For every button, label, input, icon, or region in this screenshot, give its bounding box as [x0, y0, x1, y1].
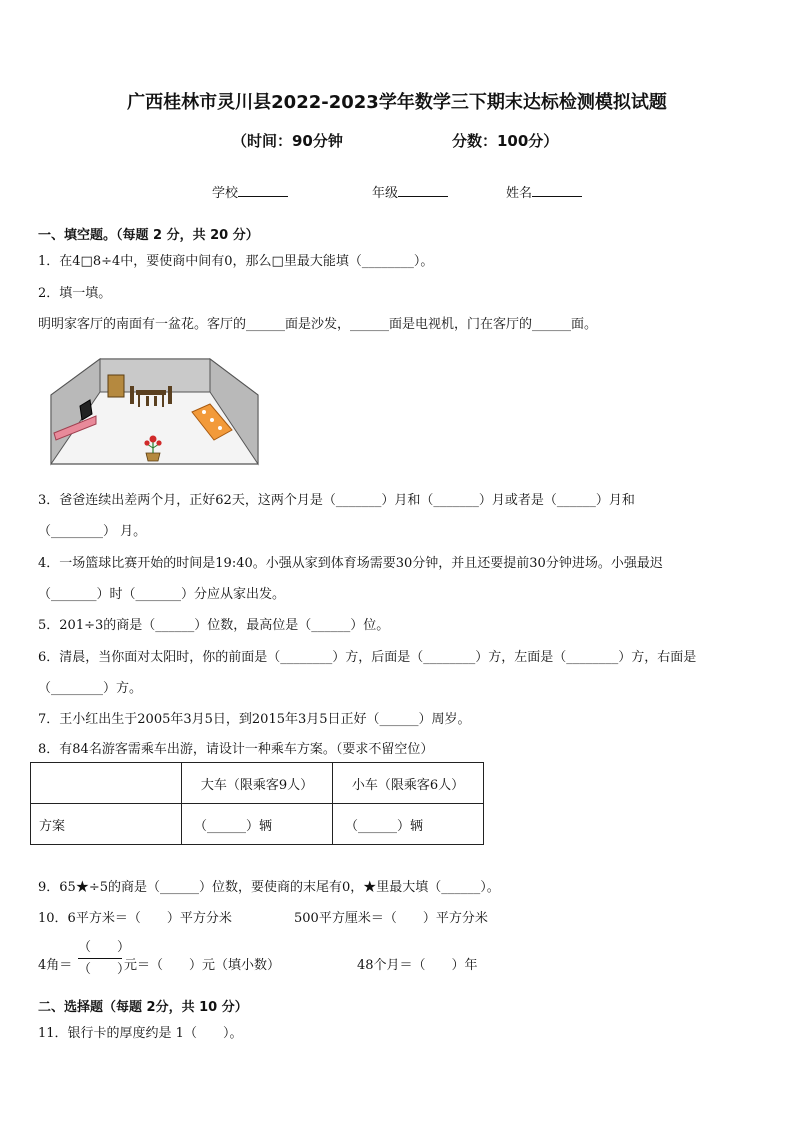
question-6-line2: （________）方。: [38, 681, 143, 696]
question-10-c-suffix: 元＝（ ）元（填小数）: [124, 958, 281, 973]
question-2-text: 明明家客厅的南面有一盆花。客厅的______面是沙发，______面是电视机，门在客厅的______面。: [38, 317, 598, 332]
exam-score: 分数：100分）: [452, 132, 559, 150]
fraction-denominator: （ ）: [78, 962, 131, 977]
school-field: [212, 182, 288, 201]
question-5: 5．201÷3的商是（______）位数，最高位是（______）位。: [38, 618, 390, 633]
fraction-blank[interactable]: [78, 938, 131, 979]
question-4-line1: 4．一场篮球比赛开始的时间是19:40。小强从家到体育场需要30分钟，并且还要提前30分钟进场。小强最迟: [38, 556, 663, 571]
question-10-d: 48个月＝（ ）年: [357, 958, 478, 973]
school-label: 学校: [212, 186, 239, 201]
grade-label: 年级: [372, 186, 399, 201]
school-blank[interactable]: [238, 184, 288, 197]
name-blank[interactable]: [532, 184, 582, 197]
page-title: 广西桂林市灵川县2022-2023学年数学三下期末达标检测模拟试题: [127, 92, 667, 113]
question-10-c-prefix: 4角＝: [38, 958, 73, 973]
table-row: [31, 804, 484, 845]
table-header-big-bus: 大车（限乘客9人）: [182, 763, 333, 804]
question-9: 9．65★÷5的商是（______）位数，要使商的末尾有0，★里最大填（______）。: [38, 880, 500, 895]
table-cell-small-count[interactable]: （______）辆: [333, 804, 484, 845]
question-2-title: 2．填一填。: [38, 286, 112, 301]
section1-heading: 一、填空题。（每题 2 分，共 20 分）: [38, 228, 259, 243]
question-1: 1．在4□8÷4中，要使商中间有0，那么□里最大能填（________）。: [38, 254, 434, 269]
question-11: 11．银行卡的厚度约是 1（ ）。: [38, 1026, 243, 1041]
table-cell-empty: [31, 763, 182, 804]
door-icon: [108, 375, 124, 397]
name-field: [506, 182, 582, 201]
living-room-illustration: [50, 358, 260, 468]
fraction-numerator: （ ）: [78, 940, 131, 955]
table-row-label: 方案: [31, 804, 182, 845]
table-cell-big-count[interactable]: （______）辆: [182, 804, 333, 845]
question-10-b: 500平方厘米＝（ ）平方分米: [294, 911, 488, 926]
table-header-small-bus: 小车（限乘客6人）: [333, 763, 484, 804]
q8-plan-table: [30, 762, 484, 845]
section2-heading: 二、选择题（每题 2分，共 10 分）: [38, 1000, 248, 1015]
table-row: [31, 763, 484, 804]
question-8: 8．有84名游客需乘车出游，请设计一种乘车方案。（要求不留空位）: [38, 742, 434, 757]
question-7: 7．王小红出生于2005年3月5日，到2015年3月5日正好（______）周岁。: [38, 712, 471, 727]
question-4-line2: （_______）时（_______）分应从家出发。: [38, 587, 286, 602]
grade-field: [372, 182, 448, 201]
question-6-line1: 6．清晨，当你面对太阳时，你的前面是（________）方，后面是（________）方，左面是（________）方，右面是: [38, 650, 697, 665]
question-3-line1: 3．爸爸连续出差两个月，正好62天，这两个月是（_______）月和（_______）月或者是（______）月和: [38, 493, 635, 508]
grade-blank[interactable]: [398, 184, 448, 197]
exam-time: （时间：90分钟: [232, 132, 343, 150]
fraction-bar: [78, 958, 122, 959]
question-3-line2: （________） 月。: [38, 524, 147, 539]
question-10-a: 10．6平方米＝（ ）平方分米: [38, 911, 232, 926]
name-label: 姓名: [506, 186, 533, 201]
